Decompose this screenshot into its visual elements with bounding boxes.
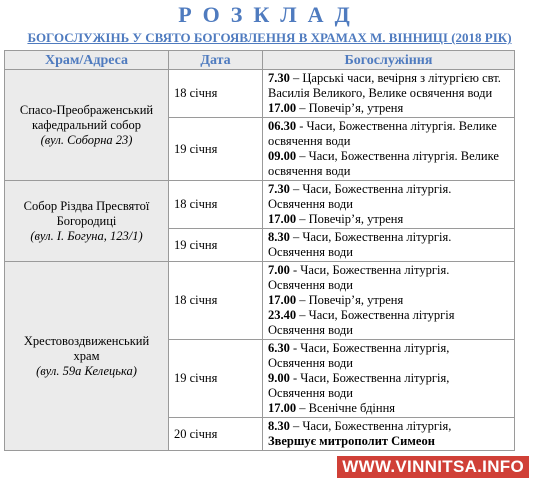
church-cell (5, 181, 169, 262)
church-name: Спасо-Преображенський кафедральний собор (19, 102, 154, 132)
service-description: – Часи, Божественна літургія. Велике освячення води (268, 149, 499, 178)
church-name: Хрестовоздвиженський храм (23, 333, 150, 363)
service-time: 7.30 (268, 182, 290, 196)
service-entry (268, 371, 509, 401)
service-date: 19 січня (169, 229, 263, 262)
service-description: - Часи, Божественна літургія, Освячення води (268, 371, 450, 400)
schedule-table (4, 50, 515, 451)
service-time: 17.00 (268, 401, 297, 415)
header-service: Богослужіння (263, 51, 515, 70)
service-entry (268, 419, 509, 434)
header-date: Дата (169, 51, 263, 70)
site-watermark: WWW.VINNITSA.INFO (337, 456, 529, 478)
service-entry (268, 263, 509, 293)
service-time: 17.00 (268, 293, 297, 307)
table-row (5, 70, 515, 118)
service-date: 18 січня (169, 262, 263, 340)
service-list (263, 418, 515, 451)
service-time: 9.00 (268, 371, 290, 385)
service-date: 18 січня (169, 70, 263, 118)
service-description: Звершує митрополит Симеон (268, 434, 435, 448)
service-date: 19 січня (169, 340, 263, 418)
service-entry (268, 119, 509, 149)
service-description: - Часи, Божественна літургія. Велике освячення води (268, 119, 497, 148)
church-address: (вул. Соборна 23) (40, 132, 133, 147)
service-entry (268, 401, 509, 416)
service-date: 18 січня (169, 181, 263, 229)
service-list (263, 118, 515, 181)
service-entry (268, 101, 509, 116)
service-description: – Повечір’я, утреня (296, 101, 404, 115)
service-entry (268, 308, 509, 338)
service-description: – Царські часи, вечірня з літургією свт. Василія Великого, Велике освячення води (268, 71, 501, 100)
service-entry (268, 434, 509, 449)
service-time: 8.30 (268, 230, 290, 244)
service-time: 7.00 (268, 263, 290, 277)
church-address: (вул. І. Богуна, 123/1) (30, 228, 143, 243)
church-cell (5, 70, 169, 181)
service-time: 17.00 (268, 101, 297, 115)
service-entry (268, 71, 509, 101)
service-date: 19 січня (169, 118, 263, 181)
service-entry (268, 341, 509, 371)
service-list (263, 340, 515, 418)
service-list (263, 262, 515, 340)
table-row (5, 181, 515, 229)
service-time: 06.30 (268, 119, 297, 133)
church-address: (вул. 59а Келецька) (36, 363, 137, 378)
service-description: – Часи, Божественна літургія Освячення води (268, 308, 455, 337)
header-church: Храм/Адреса (5, 51, 169, 70)
service-description: - Часи, Божественна літургія. Освячення води (268, 263, 450, 292)
service-list (263, 181, 515, 229)
schedule-body (5, 70, 515, 451)
service-time: 6.30 (268, 341, 290, 355)
service-entry (268, 230, 509, 260)
service-time: 7.30 (268, 71, 290, 85)
service-description: – Часи, Божественна літургія, (289, 419, 452, 433)
service-time: 23.40 (268, 308, 297, 322)
service-date: 20 січня (169, 418, 263, 451)
service-time: 17.00 (268, 212, 297, 226)
service-description: – Часи, Божественна літургія. Освячення води (268, 230, 452, 259)
service-description: – Повечір’я, утреня (296, 212, 404, 226)
table-row (5, 262, 515, 340)
service-description: – Часи, Божественна літургія. Освячення води (268, 182, 452, 211)
service-time: 09.00 (268, 149, 297, 163)
service-description: - Часи, Божественна літургія, Освячення води (268, 341, 450, 370)
table-header-row (5, 51, 515, 70)
church-cell (5, 262, 169, 451)
service-entry (268, 212, 509, 227)
service-description: – Повечір’я, утреня (296, 293, 404, 307)
page-title: РОЗКЛАД (178, 2, 361, 27)
service-entry (268, 149, 509, 179)
service-time: 8.30 (268, 419, 290, 433)
service-description: – Всенічне бдіння (296, 401, 396, 415)
service-list (263, 229, 515, 262)
service-list (263, 70, 515, 118)
service-entry (268, 293, 509, 308)
church-name: Собор Різдва Пресвятої Богородиці (23, 198, 150, 228)
service-entry (268, 182, 509, 212)
page-subtitle: БОГОСЛУЖІНЬ У СВЯТО БОГОЯВЛЕННЯ В ХРАМАХ М. ВІННИЦІ (2018 РІК) (27, 30, 512, 45)
